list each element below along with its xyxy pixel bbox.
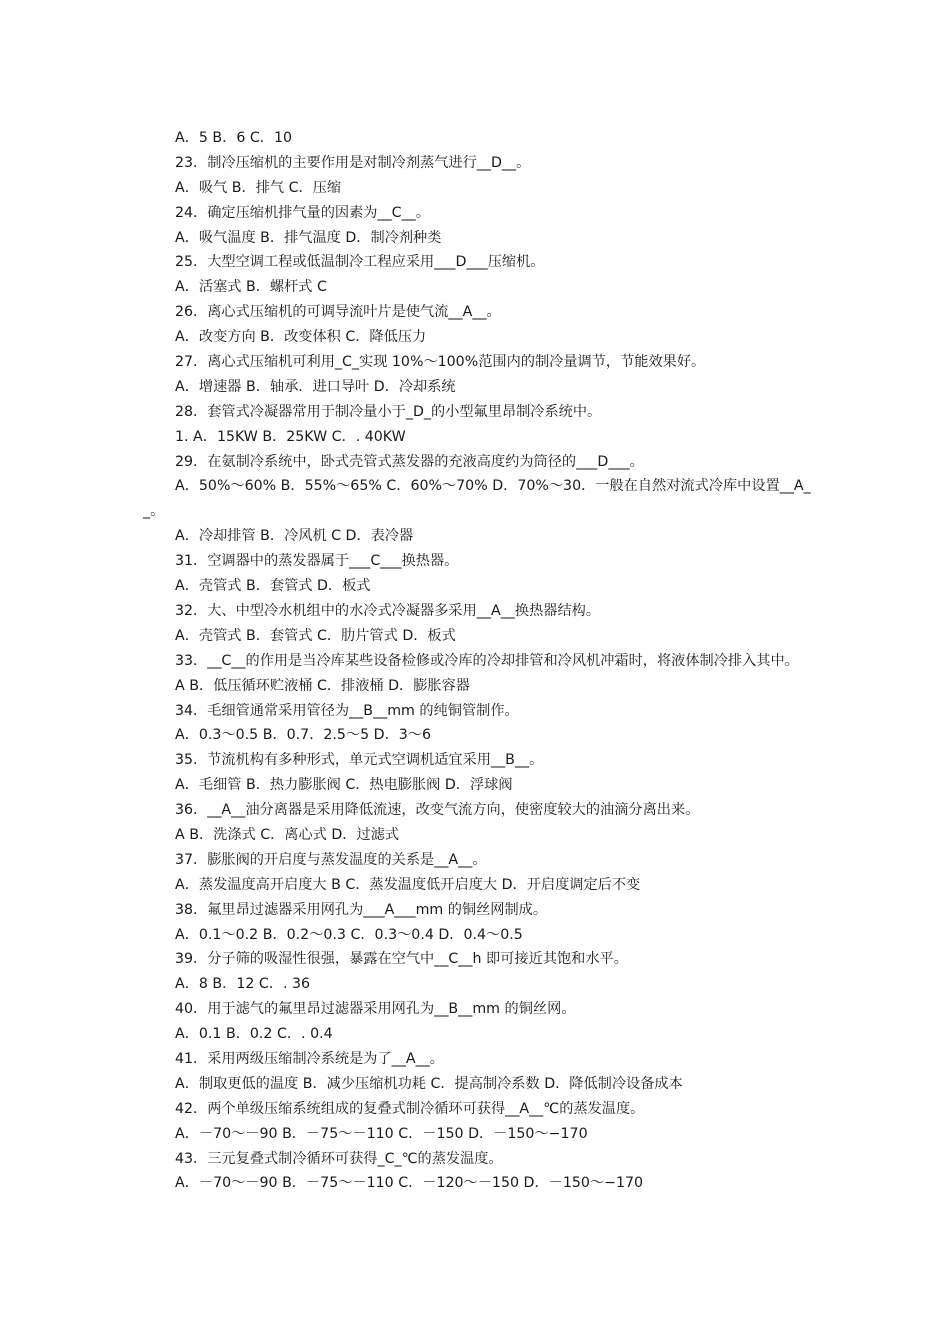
text-line: 26．离心式压缩机的可调导流叶片是使气流__A__。 — [175, 304, 501, 321]
text-line: A．活塞式 B．螺杆式 C — [175, 279, 327, 296]
text-line: A．增速器 B．轴承．进口导叶 D．冷却系统 — [175, 378, 456, 395]
text-line: 27．离心式压缩机可利用_C_实现 10%～100%范围内的制冷量调节，节能效果好。 — [175, 354, 706, 371]
text-line: 24．确定压缩机排气量的因素为__C__。 — [175, 204, 430, 221]
text-line: 36．__A__油分离器是采用降低流速，改变气流方向，使密度较大的油滴分离出来。 — [175, 802, 700, 819]
text-line: A B．洗涤式 C．离心式 D．过滤式 — [175, 826, 400, 843]
question-list — [143, 126, 811, 1196]
text-line: A．壳管式 B．套管式 D．板式 — [175, 578, 371, 595]
text-line: 23．制冷压缩机的主要作用是对制冷剂蒸气进行__D__。 — [175, 154, 531, 171]
text-line: 38．氟里昂过滤器采用网孔为___A___mm 的铜丝网制成。 — [175, 901, 548, 918]
text-line: A．0.3～0.5 B．0.7．2.5～5 D．3～6 — [175, 727, 432, 744]
text-line: A．8 B．12 C．. 36 — [175, 976, 311, 993]
text-line: 1. A．15KW B．25KW C．. 40KW — [175, 428, 406, 445]
text-line: 28．套管式冷凝器常用于制冷量小于_D_的小型氟里昂制冷系统中。 — [175, 403, 602, 420]
text-line: 32．大、中型冷水机组中的水冷式冷凝器多采用__A__换热器结构。 — [175, 602, 601, 619]
text-line: A．50%～60% B．55%～65% C．60%～70% D．70%～30．一般在自然对流式冷库中设置__A__。 — [143, 478, 811, 520]
text-line: A．吸气温度 B．排气温度 D．制冷剂种类 — [175, 229, 442, 246]
text-line: 25．大型空调工程或低温制冷工程应采用___D___压缩机。 — [175, 254, 545, 271]
text-line: 39．分子筛的吸湿性很强，暴露在空气中__C__h 即可接近其饱和水平。 — [175, 951, 628, 968]
text-line: A．制取更低的温度 B．减少压缩机功耗 C．提高制冷系数 D．降低制冷设备成本 — [175, 1075, 683, 1092]
text-line: A B．低压循环贮液桶 C．排液桶 D．膨胀容器 — [175, 677, 470, 694]
text-line: A．冷却排管 B．冷风机 C D．表冷器 — [175, 528, 414, 545]
text-line: A．毛细管 B．热力膨胀阀 C．热电膨胀阀 D．浮球阀 — [175, 777, 513, 794]
text-line: 37．膨胀阀的开启度与蒸发温度的关系是__A__。 — [175, 851, 487, 868]
text-line: 29．在氨制冷系统中，卧式壳管式蒸发器的充液高度约为筒径的___D___。 — [175, 453, 644, 470]
text-line: 43．三元复叠式制冷循环可获得_C_℃的蒸发温度。 — [175, 1150, 503, 1167]
text-line: A．0.1 B．0.2 C．. 0.4 — [175, 1026, 333, 1043]
text-line: 34．毛细管通常采用管径为__B__mm 的纯铜管制作。 — [175, 702, 519, 719]
text-line: A．改变方向 B．改变体积 C．降低压力 — [175, 329, 427, 346]
text-line: 40．用于滤气的氟里昂过滤器采用网孔为__B__mm 的铜丝网。 — [175, 1001, 576, 1018]
text-line: A．5 B．6 C．10 — [175, 130, 293, 146]
text-line: 35．节流机构有多种形式，单元式空调机适宜采用__B__。 — [175, 752, 544, 769]
text-line: A．－70～－90 B．－75～－110 C．－120～－150 D．－150～−170 — [175, 1175, 644, 1192]
text-line: A．0.1～0.2 B．0.2～0.3 C．0.3～0.4 D．0.4～0.5 — [175, 926, 523, 943]
text-line: 42．两个单级压缩系统组成的复叠式制冷循环可获得__A__℃的蒸发温度。 — [175, 1100, 645, 1117]
text-line: A．吸气 B．排气 C．压缩 — [175, 179, 342, 196]
text-line: A．－70～－90 B．－75～－110 C．－150 D．－150～−170 — [175, 1125, 588, 1142]
text-line: A．壳管式 B．套管式 C．肋片管式 D．板式 — [175, 627, 456, 644]
text-line: 33．__C__的作用是当冷库某些设备检修或冷库的冷却排管和冷风机冲霜时，将液体制冷排入其中。 — [175, 652, 799, 669]
text-line: A．蒸发温度高开启度大 B C．蒸发温度低开启度大 D．开启度调定后不变 — [175, 876, 641, 893]
text-line: 41．采用两级压缩制冷系统是为了__A__。 — [175, 1051, 444, 1067]
text-line: 31．空调器中的蒸发器属于___C___换热器。 — [175, 553, 459, 570]
